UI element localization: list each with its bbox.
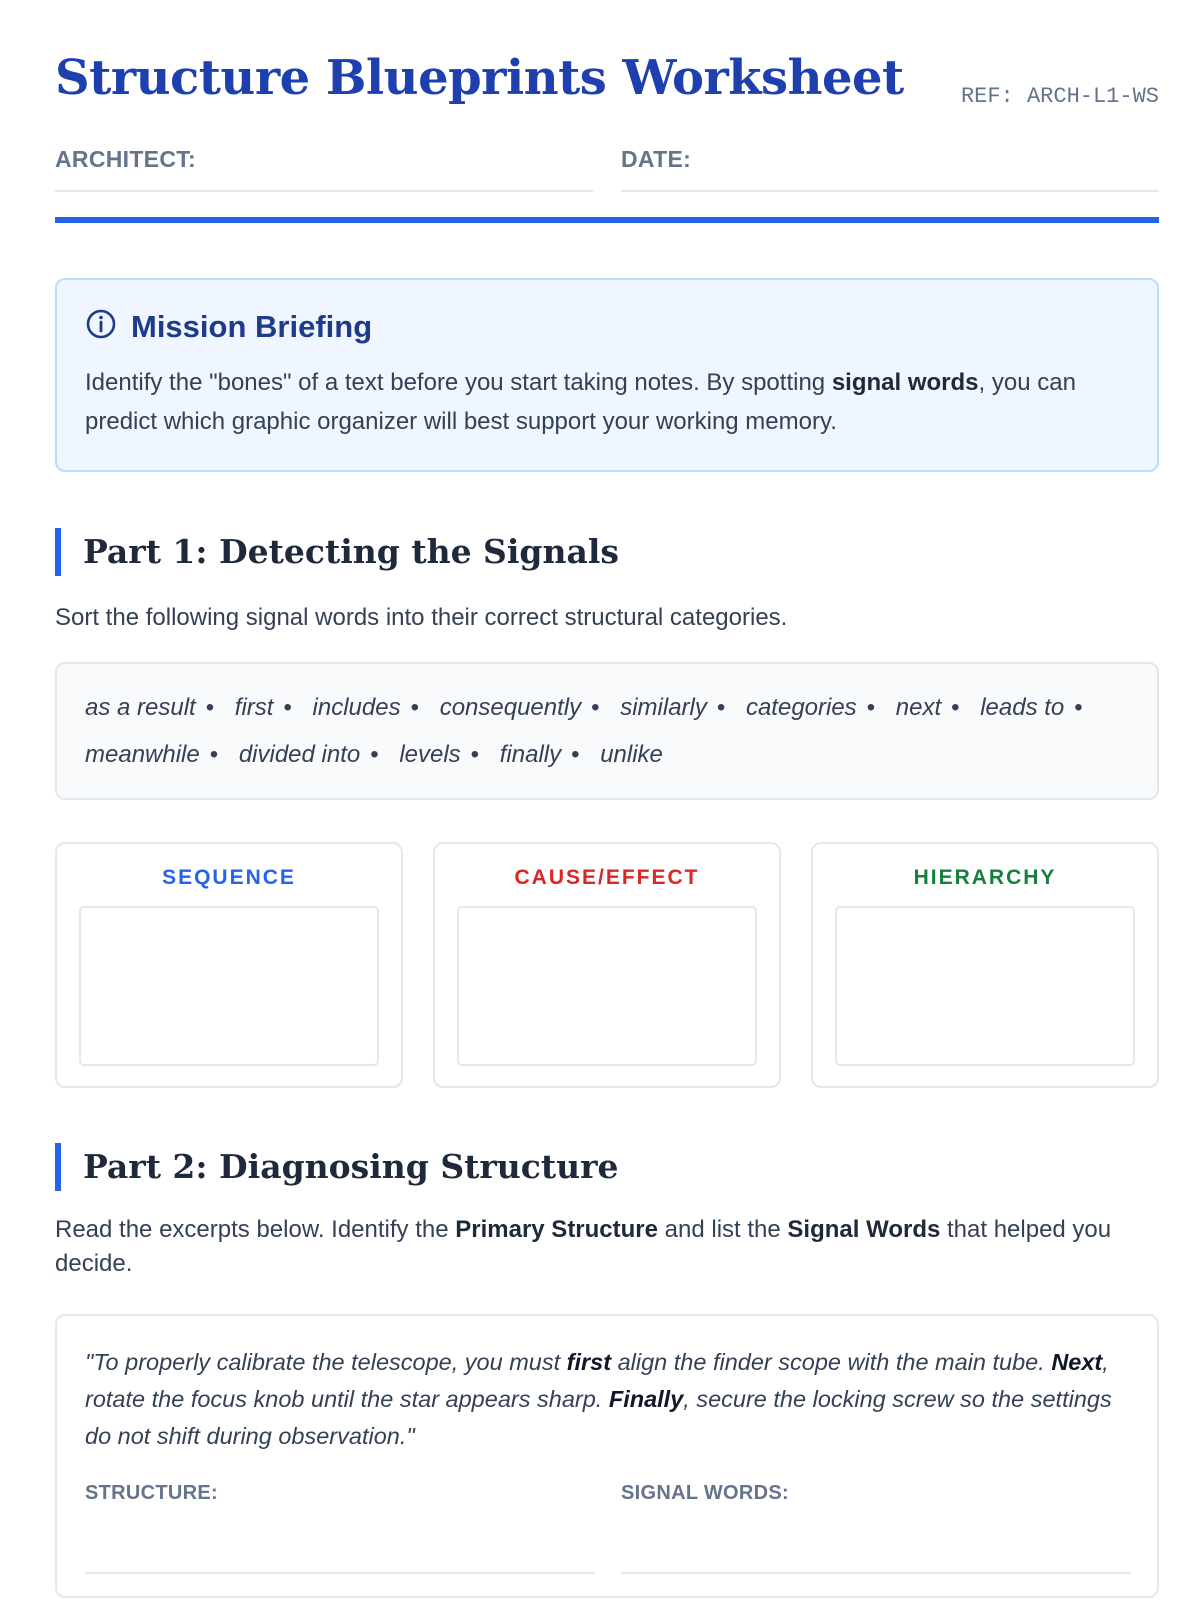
bullet-separator: • bbox=[205, 694, 215, 721]
word-bank-item: next bbox=[895, 694, 942, 721]
bullet-separator: • bbox=[951, 694, 960, 721]
word-bank-item: unlike bbox=[600, 741, 663, 768]
bullet-separator: • bbox=[866, 694, 876, 721]
bullet-separator: • bbox=[470, 741, 480, 768]
category-sequence bbox=[55, 842, 403, 1088]
category-cause-effect-label: CAUSE/EFFECT bbox=[514, 866, 700, 889]
category-hierarchy-label: HIERARCHY bbox=[913, 866, 1057, 889]
part1-instructions: Sort the following signal words into their correct structural categories. bbox=[55, 604, 788, 631]
page-title: Structure Blueprints Worksheet bbox=[55, 50, 904, 106]
excerpt-card bbox=[55, 1314, 1159, 1598]
architect-label: ARCHITECT: bbox=[55, 146, 196, 172]
word-bank-item: leads to bbox=[980, 694, 1065, 721]
bullet-separator: • bbox=[209, 741, 219, 768]
briefing-title: Mission Briefing bbox=[131, 308, 373, 344]
bullet-separator: • bbox=[716, 694, 726, 721]
reference-code: REF: ARCH-L1-WS bbox=[960, 84, 1159, 109]
mission-briefing-box bbox=[55, 278, 1159, 472]
architect-field[interactable] bbox=[55, 146, 593, 192]
category-sequence-answer-box[interactable] bbox=[79, 906, 379, 1066]
date-field[interactable] bbox=[621, 146, 1159, 192]
info-circle-icon bbox=[85, 308, 117, 345]
date-label: DATE: bbox=[621, 146, 692, 172]
part1-heading: Part 1: Detecting the Signals bbox=[55, 528, 619, 576]
word-bank-item: finally bbox=[499, 741, 562, 768]
word-bank-item: similarly bbox=[620, 694, 707, 721]
structure-label: STRUCTURE: bbox=[85, 1482, 218, 1504]
signal-words-answer-field[interactable] bbox=[621, 1482, 1131, 1574]
bullet-separator: • bbox=[283, 694, 292, 721]
word-bank-item: consequently bbox=[439, 694, 582, 721]
word-bank bbox=[55, 662, 1159, 800]
briefing-emphasis: signal words bbox=[831, 369, 979, 396]
category-hierarchy-answer-box[interactable] bbox=[835, 906, 1135, 1066]
category-hierarchy bbox=[811, 842, 1159, 1088]
word-bank-item: meanwhile bbox=[85, 741, 200, 768]
header-divider bbox=[55, 217, 1159, 223]
excerpt-text: "To properly calibrate the telescope, you must first align the finder scope with the main tube. Next, rotate the focus knob until the star appears sharp. Finally, secure the locking screw so the settings do not shift during observation." bbox=[85, 1349, 1112, 1449]
part2-instructions: Read the excerpts below. Identify the Primary Structure and list the Signal Words that helped you decide. bbox=[55, 1216, 1112, 1277]
category-sequence-label: SEQUENCE bbox=[162, 866, 296, 889]
category-cause-effect bbox=[433, 842, 781, 1088]
briefing-text: Identify the "bones" of a text before you start taking notes. By spotting signal words, you can predict which graphic organizer will best support your working memory. bbox=[85, 369, 1076, 435]
word-bank-list bbox=[85, 684, 1129, 778]
category-boxes bbox=[55, 842, 1159, 1088]
bullet-separator: • bbox=[571, 741, 580, 768]
structure-answer-field[interactable] bbox=[85, 1482, 595, 1574]
bullet-separator: • bbox=[1074, 694, 1083, 721]
bullet-separator: • bbox=[370, 741, 379, 768]
part2-heading: Part 2: Diagnosing Structure bbox=[55, 1143, 619, 1191]
signal-words-label: SIGNAL WORDS: bbox=[621, 1482, 789, 1504]
word-bank-item: levels bbox=[399, 741, 461, 768]
category-cause-effect-answer-box[interactable] bbox=[457, 906, 757, 1066]
word-bank-item: as a result bbox=[85, 694, 196, 721]
word-bank-item: first bbox=[234, 694, 274, 721]
bullet-separator: • bbox=[410, 694, 420, 721]
word-bank-item: categories bbox=[745, 694, 857, 721]
word-bank-item: divided into bbox=[238, 741, 361, 768]
word-bank-item: includes bbox=[312, 694, 401, 721]
bullet-separator: • bbox=[591, 694, 600, 721]
